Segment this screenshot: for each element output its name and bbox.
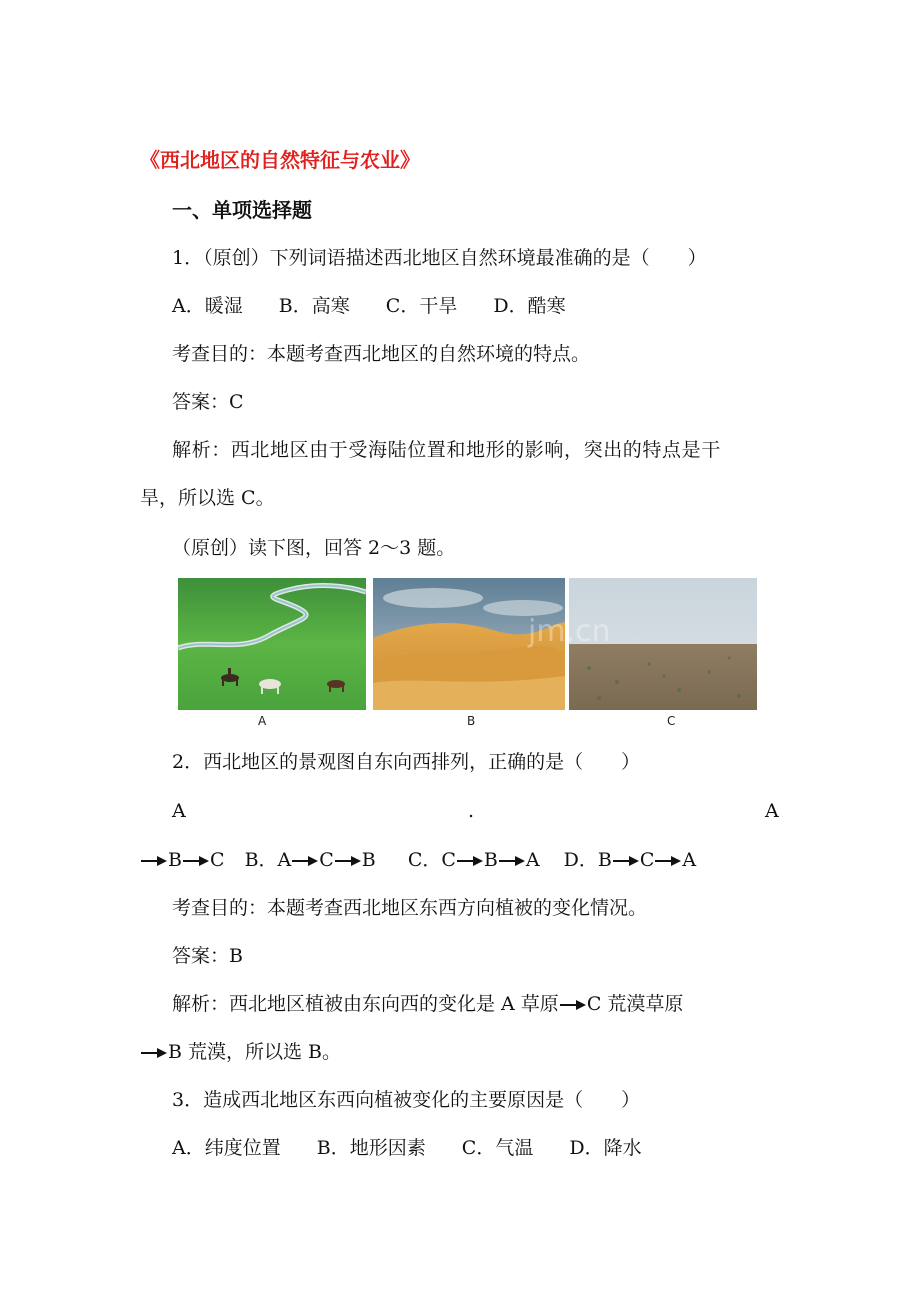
landscape-figure: [178, 578, 758, 728]
q2-opt-d-3: A: [682, 849, 697, 871]
q1-stem: 1．（原创）下列词语描述西北地区自然环境最准确的是（ ）: [172, 247, 707, 269]
q2-analysis-part1: 解析：西北地区植被由东向西的变化是 A 草原: [172, 993, 559, 1015]
section-heading: 一、单项选择题: [172, 198, 312, 222]
q2-analysis-line1: [172, 992, 683, 1016]
q3-options: [172, 1136, 672, 1160]
photo-label-b: B: [467, 714, 476, 728]
q1-option-d: D．酷寒: [493, 295, 566, 317]
q2-options-row1: [172, 800, 782, 824]
q1-analysis-line1: 解析：西北地区由于受海陆位置和地形的影响，突出的特点是干: [172, 439, 721, 461]
figure-intro: （原创）读下图，回答 2～3 题。: [172, 537, 456, 559]
q1-option-b: B．高寒: [278, 295, 350, 317]
arrow-right-icon: [457, 856, 483, 866]
q2-purpose: 考查目的：本题考查西北地区东西方向植被的变化情况。: [172, 897, 648, 919]
q2-opt-b-2: C: [319, 849, 334, 871]
q3-option-a: A．纬度位置: [172, 1137, 281, 1159]
q1-answer: 答案：C: [172, 391, 244, 413]
q2-analysis-part2: C 荒漠草原: [586, 993, 684, 1015]
q3-option-c: C．气温: [461, 1137, 534, 1159]
watermark: jm.cn: [528, 614, 611, 649]
q3-option-d: D．降水: [569, 1137, 642, 1159]
arrow-right-icon: [560, 1000, 586, 1010]
q1-purpose: 考查目的：本题考查西北地区的自然环境的特点。: [172, 343, 591, 365]
q2-opt-a-c: C: [209, 849, 225, 871]
q2-opt-b-3: B: [361, 849, 376, 871]
q1-option-c: C．干旱: [385, 295, 458, 317]
q2-opt-b-label: B．A: [244, 849, 292, 871]
q2-row1-a2: A: [765, 800, 779, 822]
document-title: 《西北地区的自然特征与农业》: [140, 148, 420, 172]
q2-row1-dot: .: [468, 800, 475, 822]
q2-opt-d-2: C: [639, 849, 655, 871]
q2-opt-d-label: D．B: [563, 849, 612, 871]
q2-analysis-part3: B 荒漠，所以选 B。: [168, 1041, 342, 1063]
arrow-right-icon: [141, 1048, 167, 1058]
q1-analysis-line2: 旱，所以选 C。: [140, 487, 275, 509]
q2-answer: 答案：B: [172, 945, 243, 967]
q3-option-b: B．地形因素: [316, 1137, 426, 1159]
photo-grassland: [178, 578, 366, 710]
q2-stem: 2．西北地区的景观图自东向西排列，正确的是（ ）: [172, 751, 641, 773]
q2-options-row2: [140, 848, 696, 872]
q3-stem: 3．造成西北地区东西向植被变化的主要原因是（ ）: [172, 1089, 641, 1111]
arrow-right-icon: [183, 856, 209, 866]
photo-label-a: A: [258, 714, 267, 728]
arrow-right-icon: [499, 856, 525, 866]
q1-options: [172, 294, 596, 318]
q2-row1-a: A: [172, 800, 186, 822]
arrow-right-icon: [141, 856, 167, 866]
q2-analysis-line2: [140, 1040, 341, 1064]
q2-opt-c-label: C．C: [407, 849, 456, 871]
arrow-right-icon: [292, 856, 318, 866]
q2-opt-c-2: B: [483, 849, 498, 871]
arrow-right-icon: [335, 856, 361, 866]
arrow-right-icon: [655, 856, 681, 866]
photo-label-c: C: [667, 714, 676, 728]
q2-opt-c-3: A: [525, 849, 540, 871]
q2-opt-a-b: B: [168, 849, 182, 871]
arrow-right-icon: [613, 856, 639, 866]
q1-option-a: A．暖湿: [172, 295, 243, 317]
